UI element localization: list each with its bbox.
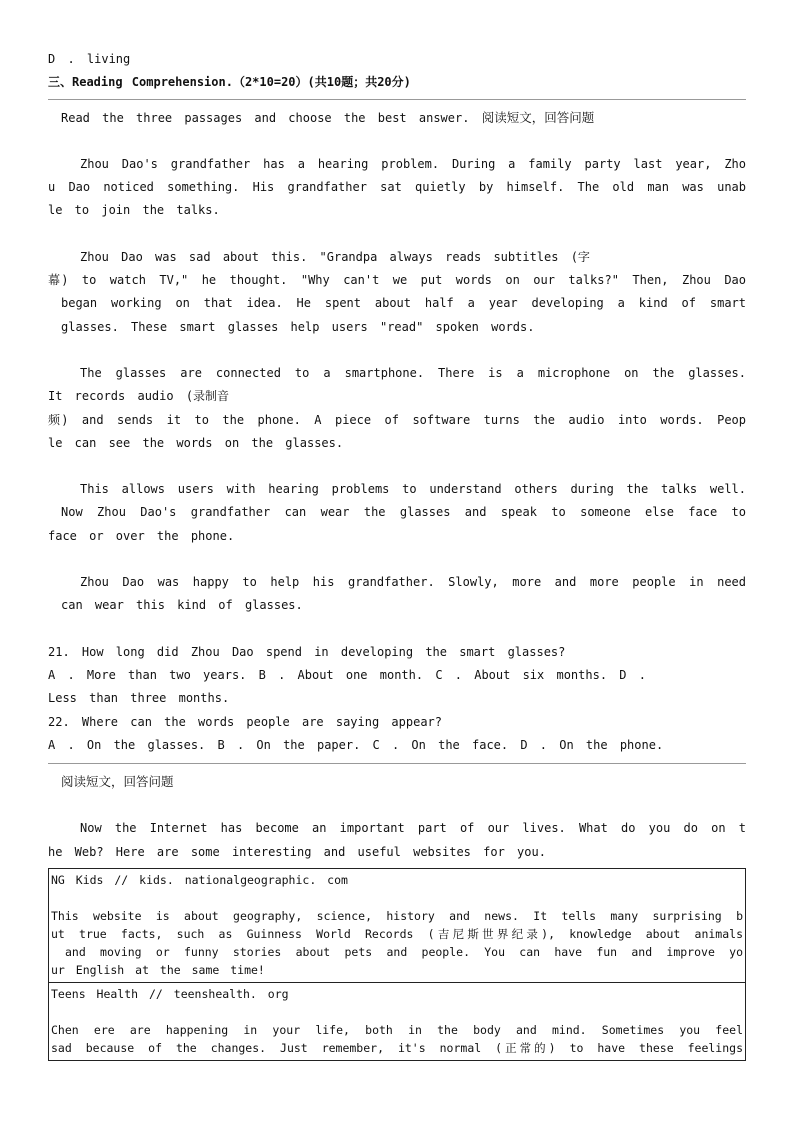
website-desc-line: and moving or funny stories about pets and people. You can have fun and improve yo <box>65 945 743 960</box>
website-name: Teens Health // teenshealth. org <box>51 987 289 1002</box>
paragraph-line: face or over the phone. <box>48 528 235 543</box>
paragraph-line: 频) and sends it to the phone. A piece of software turns the audio into words. Peop <box>48 412 746 427</box>
website-name: NG Kids // kids. nationalgeographic. com <box>51 873 348 888</box>
question-stem: 21. How long did Zhou Dao spend in developing the smart glasses? <box>48 644 566 659</box>
question-21 <box>48 641 746 711</box>
paragraph-line: le to join the talks. <box>48 203 220 218</box>
paragraph-2 <box>48 246 746 339</box>
paragraph-line: can wear this kind of glasses. <box>61 598 303 613</box>
table-row <box>49 983 746 1061</box>
section-divider <box>48 99 746 100</box>
question-22 <box>48 711 746 758</box>
instruction-chinese: 阅读短文，回答问题 <box>481 109 595 125</box>
website-desc-line: sad because of the changes. Just remember, it's normal (正常的) to have these feelings <box>51 1041 743 1056</box>
paragraph-5 <box>48 571 746 618</box>
paragraph-line: The glasses are connected to a smartphone. There is a microphone on the glasses. <box>80 365 746 380</box>
question-stem: 22. Where can the words people are saying appear? <box>48 714 443 729</box>
instruction-english: Read the three passages and choose the best answer. <box>61 110 470 125</box>
instruction-chinese: 阅读短文，回答问题 <box>61 774 174 790</box>
paragraph-line: This allows users with hearing problems to understand others during the talks well. <box>80 482 746 497</box>
websites-table <box>48 868 746 1061</box>
paragraph-line: Now the Internet has become an important part of our lives. What do you do on t <box>80 821 746 836</box>
previous-option-d: D . living <box>48 52 131 66</box>
paragraph-line: glasses. These smart glasses help users "read" spoken words. <box>61 319 535 334</box>
question-options: A . On the glasses. B . On the paper. C . On the face. D . On the phone. <box>48 737 664 752</box>
paragraph-line: began working on that idea. He spent about half a year developing a kind of smart <box>61 296 746 311</box>
section-heading: 三、Reading Comprehension.（2*10=20）(共10题；共20分) <box>48 75 411 90</box>
paragraph-line: Zhou Dao was sad about this. "Grandpa always reads subtitles (字 <box>80 249 590 264</box>
paragraph-line: Now Zhou Dao's grandfather can wear the glasses and speak to someone else face to <box>61 505 746 520</box>
passage1-instruction <box>48 106 746 130</box>
paragraph-line: Zhou Dao's grandfather has a hearing problem. During a family party last year, Zho <box>80 156 746 171</box>
paragraph-line: 幕) to watch TV," he thought. "Why can't we put words on our talks?" Then, Zhou Dao <box>48 273 746 288</box>
table-row <box>49 869 746 983</box>
paragraph-line: le can see the words on the glasses. <box>48 435 344 450</box>
website-cell-teens-health <box>49 983 746 1061</box>
passage2-intro <box>48 817 746 864</box>
paragraph-1 <box>48 153 746 223</box>
website-desc-line: ut true facts, such as Guinness World Records (吉尼斯世界纪录), knowledge about animals <box>51 927 743 942</box>
passage2-instruction <box>48 770 746 794</box>
paragraph-4 <box>48 478 746 548</box>
paragraph-line: u Dao noticed something. His grandfather sat quietly by himself. The old man was unab <box>48 180 746 195</box>
paragraph-3 <box>48 362 746 455</box>
website-desc-line: Chen ere are happening in your life, both in the body and mind. Sometimes you feel <box>51 1023 743 1038</box>
question-options: Less than three months. <box>48 691 230 706</box>
website-desc-line: This website is about geography, science, history and news. It tells many surprising b <box>51 909 743 924</box>
question-options: A . More than two years. B . About one month. C . About six months. D . <box>48 667 646 682</box>
paragraph-line: It records audio (录制音 <box>48 389 230 404</box>
paragraph-line: Zhou Dao was happy to help his grandfather. Slowly, more and more people in need <box>80 575 746 590</box>
paragraph-line: he Web? Here are some interesting and useful websites for you. <box>48 844 546 859</box>
passage-divider <box>48 763 746 764</box>
website-desc-line: ur English at the same time! <box>51 963 265 978</box>
website-cell-ng-kids <box>49 869 746 983</box>
exam-page <box>48 50 746 1061</box>
